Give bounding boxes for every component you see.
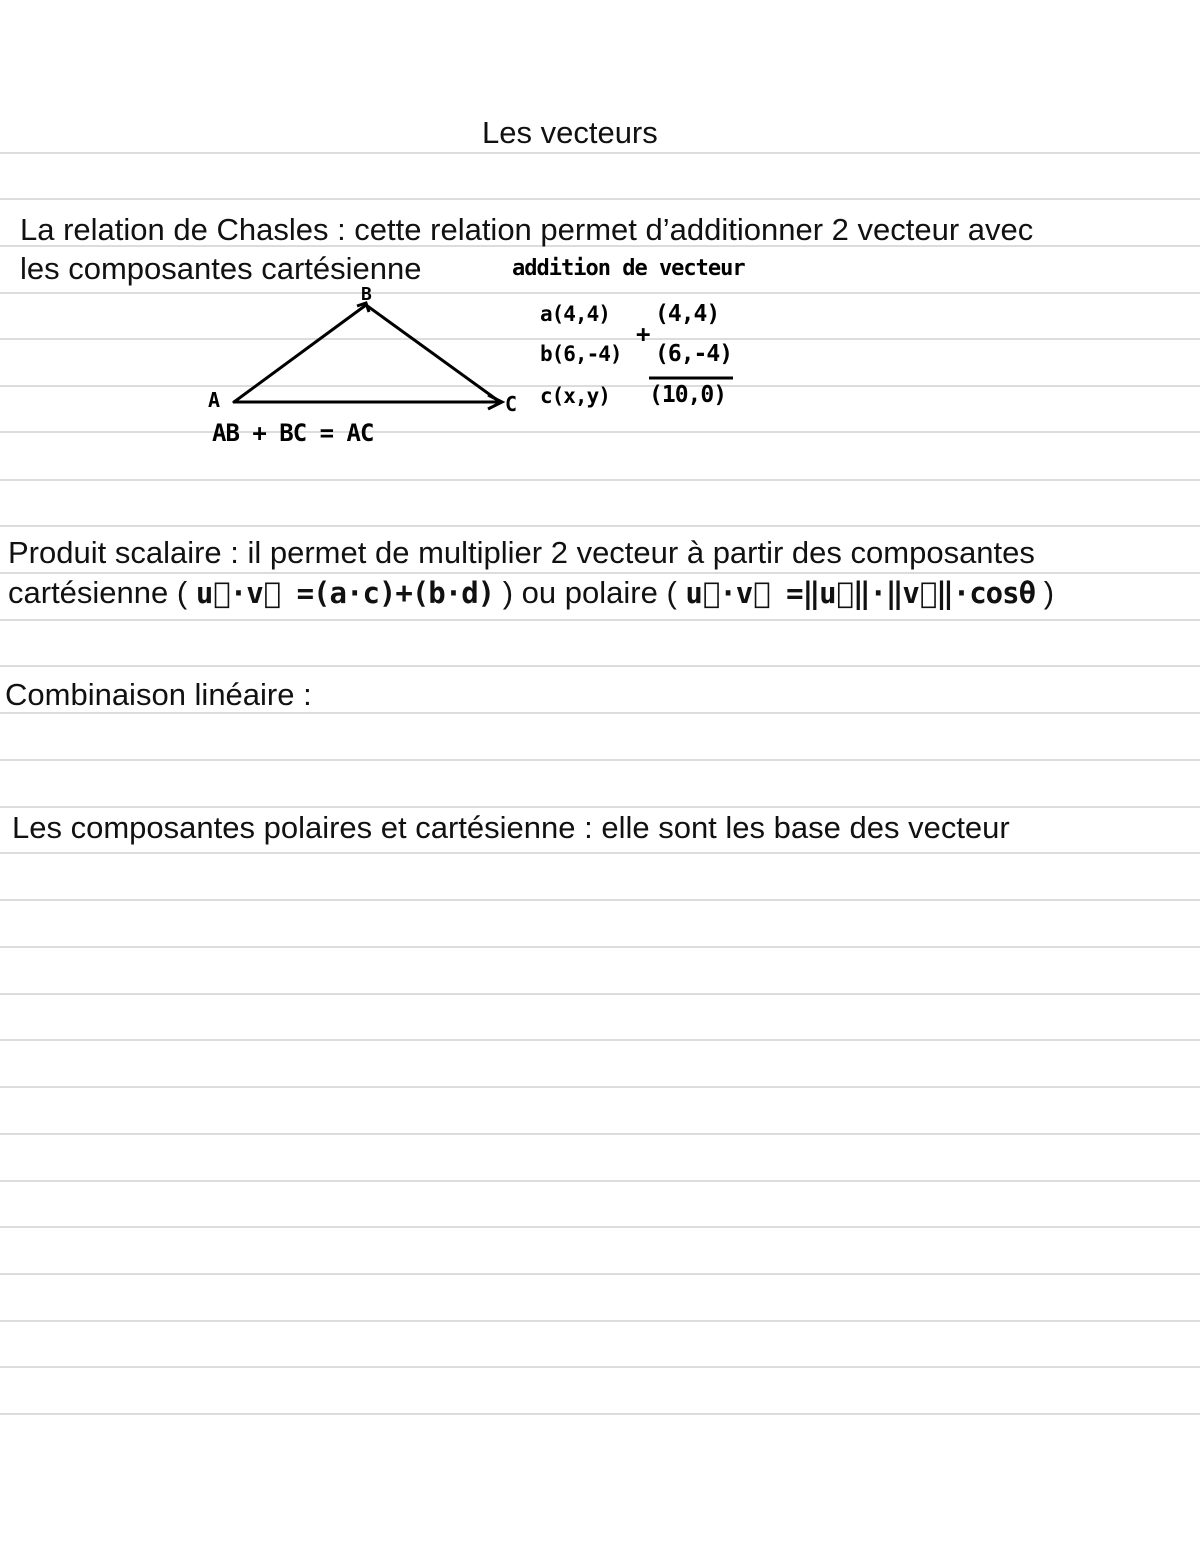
vector-result: (10,0)	[649, 382, 727, 408]
produit-line-1: Produit scalaire : il permet de multiplier 2 vecteur à partir des composantes	[8, 535, 1035, 570]
produit-line-2	[8, 573, 1054, 613]
vertex-label-c: C	[505, 392, 518, 416]
plus-sign: +	[636, 320, 651, 348]
combinaison-heading: Combinaison linéaire :	[5, 677, 312, 712]
point-b: b(6,-4)	[540, 342, 622, 366]
produit-suffix: )	[1043, 575, 1055, 610]
chasles-equation: AB + BC = AC	[212, 419, 374, 447]
point-c: c(x,y)	[540, 384, 610, 408]
vertex-label-b: B	[361, 284, 372, 305]
formula-cartesian: u⃗·v⃗ =(a·c)+(b·d)	[195, 576, 495, 610]
composantes-line: Les composantes polaires et cartésienne : elle sont les base des vecteur	[12, 810, 1010, 845]
formula-polar: u⃗·v⃗ =‖u⃗‖·‖v⃗‖·cosθ	[685, 576, 1036, 610]
page-title: Les vecteurs	[482, 115, 658, 150]
addition-heading: addition de vecteur	[512, 256, 745, 281]
produit-middle: ) ou polaire (	[502, 575, 677, 610]
triangle-side-bc	[366, 305, 500, 402]
vector-2: (6,-4)	[655, 341, 733, 367]
chasles-line-1: La relation de Chasles : cette relation permet d’additionner 2 vecteur avec	[20, 212, 1034, 247]
point-a: a(4,4)	[540, 302, 610, 326]
vertex-label-a: A	[208, 388, 221, 412]
chasles-line-2: les composantes cartésienne	[20, 251, 422, 286]
vector-1: (4,4)	[655, 301, 720, 327]
produit-prefix: cartésienne (	[8, 575, 188, 610]
triangle-side-ab	[234, 305, 366, 402]
